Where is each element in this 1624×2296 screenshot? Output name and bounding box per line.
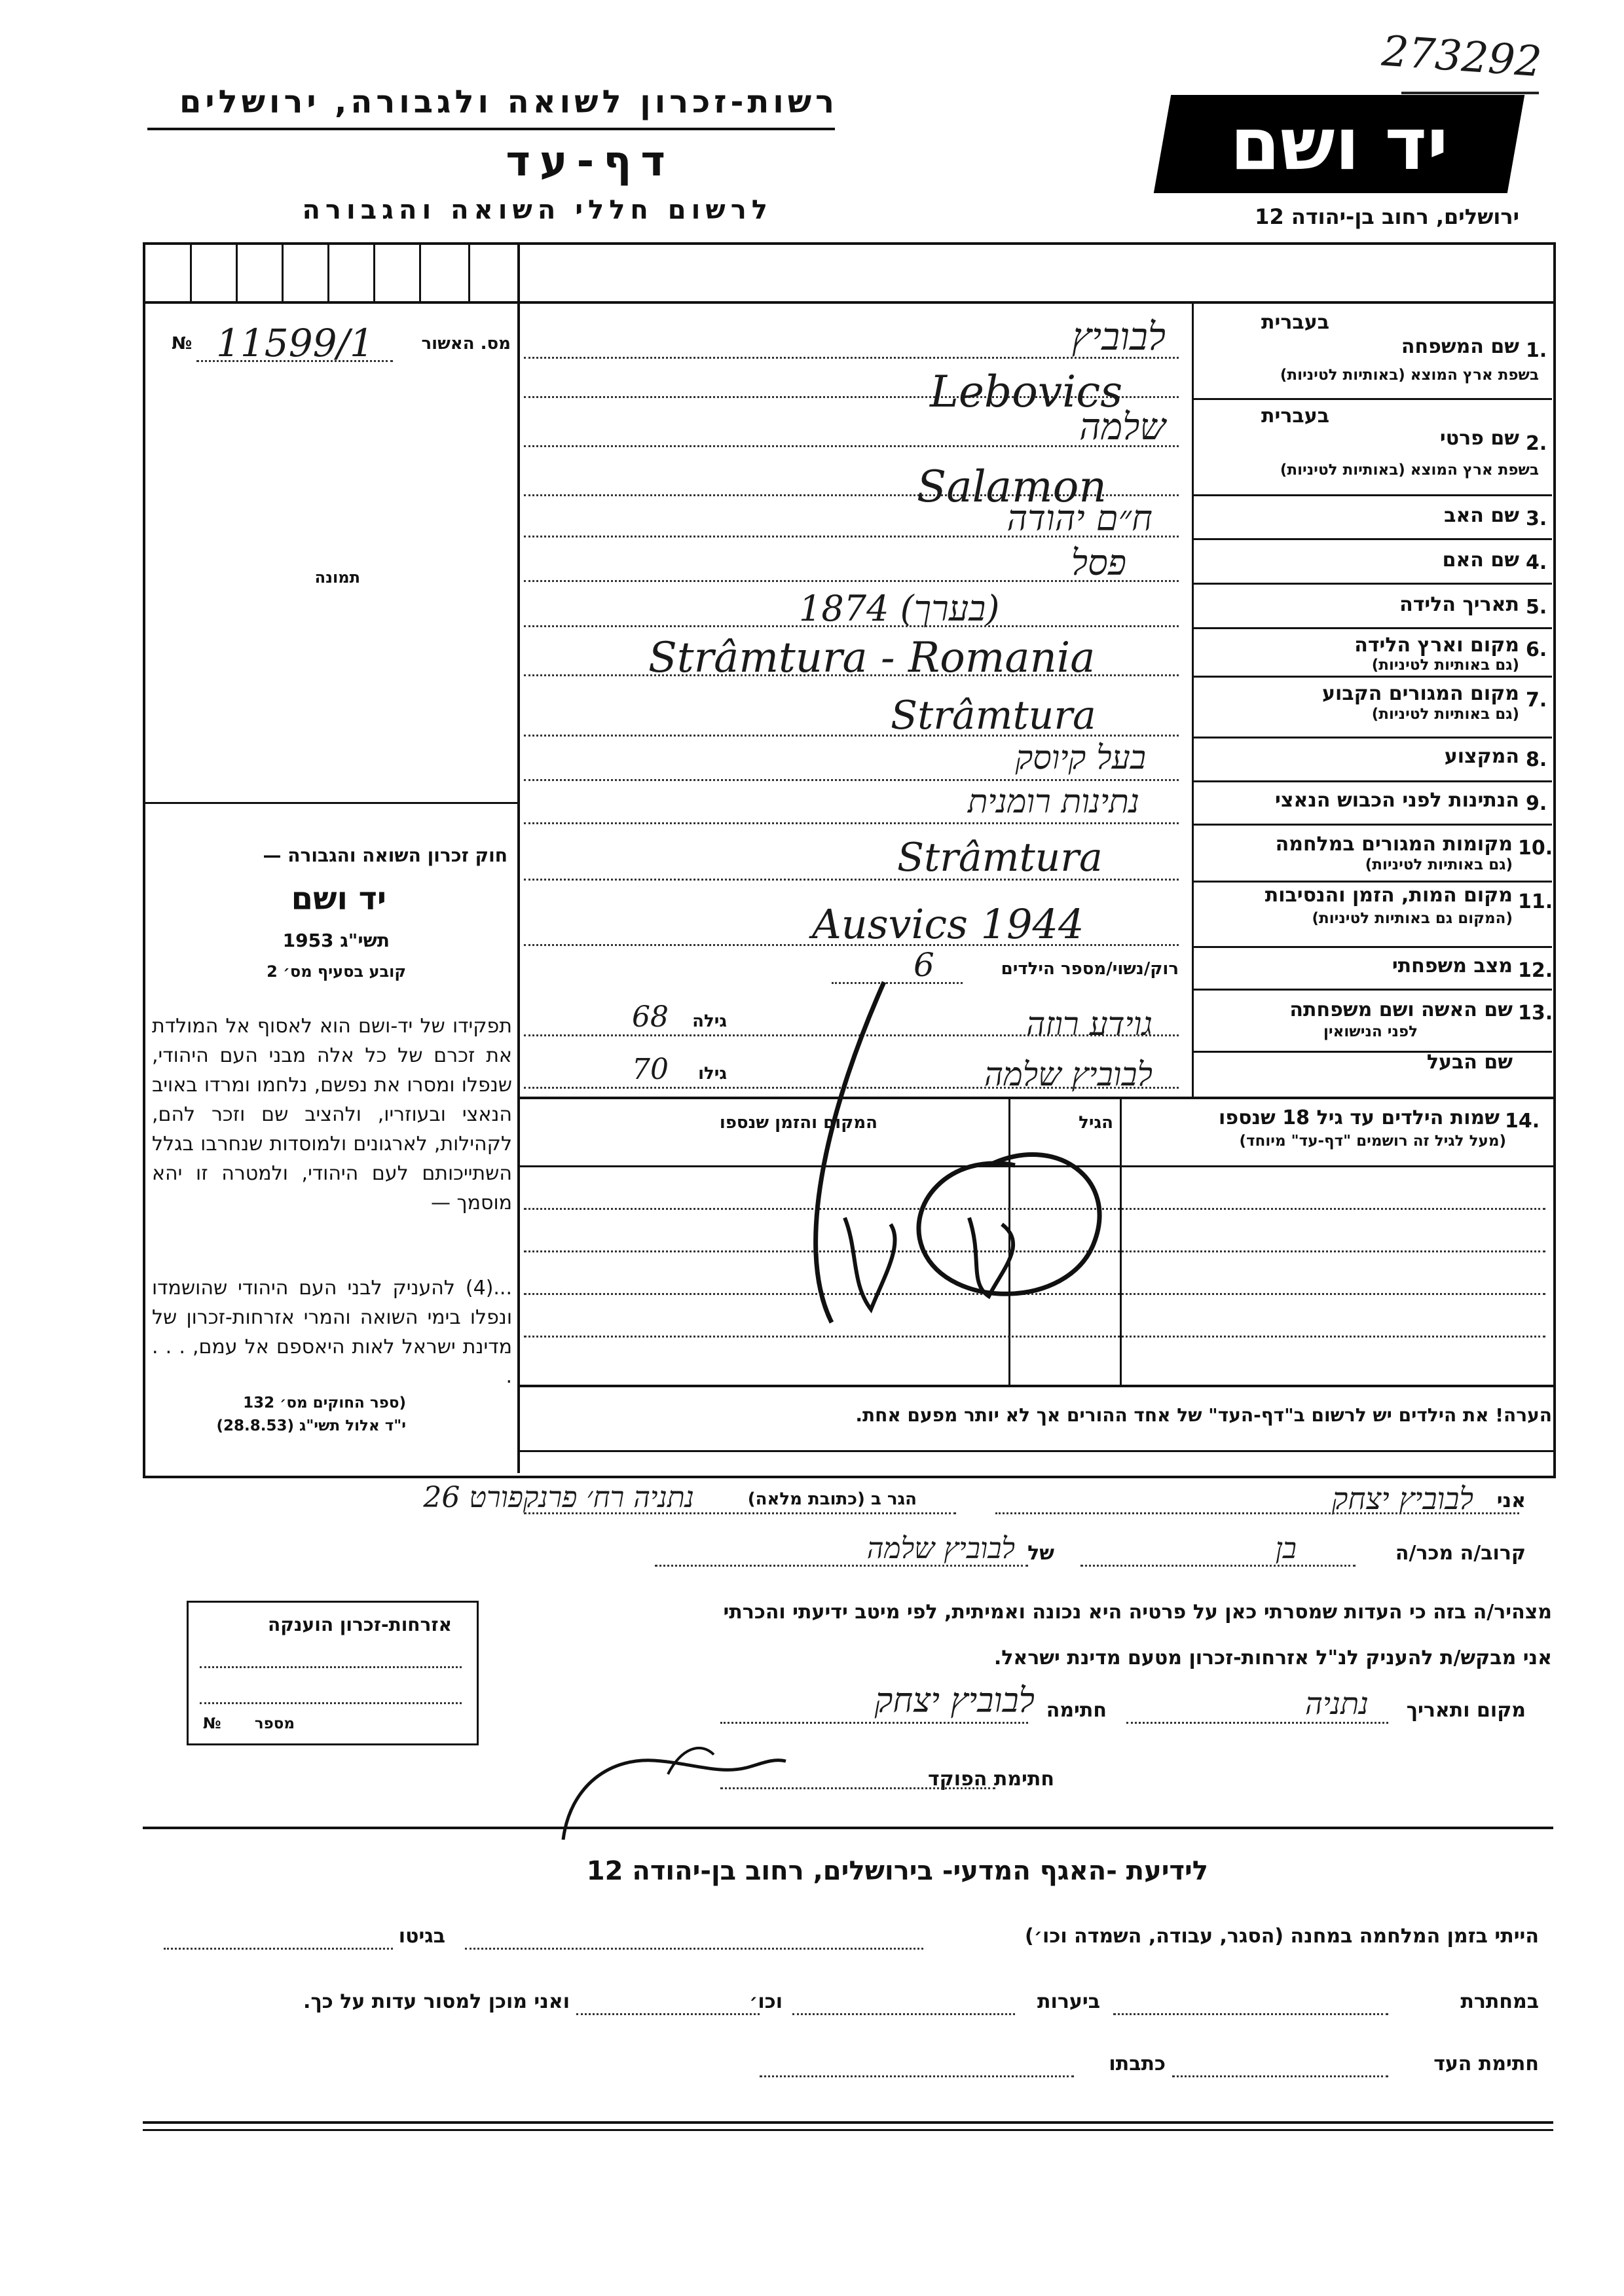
declarant-address: נתניה רח׳ פרנקפורט 26 bbox=[423, 1481, 694, 1514]
citizenship-box-no-label: מספר bbox=[254, 1715, 295, 1732]
citizenship-box-line-1 bbox=[200, 1666, 462, 1668]
field-7-sub: (גם באותיות לטיניות) bbox=[1371, 706, 1519, 723]
field-14-number: 14. bbox=[1505, 1110, 1540, 1133]
children-col-place: המקום והזמן שנספו bbox=[719, 1113, 877, 1133]
top-strip-rule bbox=[143, 301, 1553, 304]
citizenship-box-title: אזרחות-זכרון הוענקה bbox=[268, 1614, 452, 1635]
row-sep-2 bbox=[1192, 494, 1552, 496]
declarant-address-line bbox=[524, 1512, 956, 1514]
field-13-value: גוידע רוזה bbox=[1026, 1005, 1153, 1043]
row-sep-8 bbox=[1192, 780, 1552, 782]
law-heading: חוק זכרון השואה והגבורה — bbox=[263, 845, 507, 866]
field-7-number: 7. bbox=[1526, 689, 1547, 712]
field-8-label: המקצוע bbox=[1444, 745, 1519, 768]
law-year: תשי"ג 1953 bbox=[282, 930, 390, 951]
footer-line3-fill-b bbox=[760, 2075, 1074, 2077]
archive-number-underline bbox=[1401, 92, 1539, 94]
field-7-value: Strâmtura bbox=[891, 693, 1096, 738]
field-6-value: Strâmtura - Romania bbox=[648, 634, 1096, 682]
citizenship-box-no-symbol: № bbox=[203, 1715, 221, 1732]
field-9-value: נתינות רומנית bbox=[967, 782, 1139, 820]
top-box-7 bbox=[468, 242, 470, 302]
label-column-divider bbox=[1192, 302, 1194, 1098]
field-1-number: 1. bbox=[1526, 339, 1547, 362]
declarant-signature: לבוביץ יצחק bbox=[874, 1681, 1035, 1721]
footer-line3-a: חתימת העד bbox=[1433, 2052, 1539, 2075]
left-column-divider bbox=[517, 242, 520, 1473]
archive-number: 273292 bbox=[1380, 27, 1543, 87]
declarant-name-line bbox=[995, 1512, 1519, 1514]
signature-line bbox=[720, 1722, 1028, 1724]
field-1-sub: בשפת ארץ המוצא (באותיות לטיניות) bbox=[1280, 367, 1539, 384]
law-body: תפקידו של יד-ושם הוא לאסוף אל המולדת את זכרם של כל אלה מבני העם היהודי, שנפלו ומסרו את נפשם, נלחמו ומרדו באויב הנאצי ובעוזריו, ולהציב שם וזכר להם, לקהילות, לארגונים ולמוסדות שנחרבו בגלל השתייכותם לעם היהודי, ולמטרה זו יהא מוסמך — bbox=[152, 1015, 512, 1214]
footer-line2-fill-b bbox=[792, 2013, 1015, 2015]
field-5-number: 5. bbox=[1526, 596, 1547, 619]
row-sep-5 bbox=[1192, 627, 1552, 629]
field-1-value-latin: Lebovics bbox=[930, 367, 1123, 417]
field-11-sub: (המקום גם באותיות לטיניות) bbox=[1312, 910, 1513, 927]
field-10-sub: (גם באותיות לטיניות) bbox=[1365, 856, 1513, 873]
top-box-2 bbox=[236, 242, 238, 302]
officer-signature-label: חתימת הפוקד bbox=[928, 1768, 1054, 1791]
field-6-sub: (גם באותיות לטיניות) bbox=[1371, 657, 1519, 674]
footer-bottom-rule-1 bbox=[143, 2121, 1553, 2124]
footer-line3-fill-a bbox=[1172, 2075, 1388, 2077]
footer-line1-fill-a bbox=[465, 1948, 923, 1950]
place-date-line bbox=[1126, 1722, 1388, 1724]
field-5-label: תאריך הלידה bbox=[1399, 593, 1519, 616]
footer-line2-fill-a bbox=[1113, 2013, 1388, 2015]
form-title: דף-עד bbox=[506, 137, 674, 186]
row-sep-6 bbox=[1192, 676, 1552, 678]
field-3-label: שם האב bbox=[1444, 504, 1519, 527]
field-9-number: 9. bbox=[1526, 792, 1547, 815]
footer-line2-fill-c bbox=[576, 2013, 760, 2015]
field-12-status-label: רוק/נשוי/מספר הילדים bbox=[1001, 959, 1179, 979]
field-11-number: 11. bbox=[1518, 890, 1553, 913]
top-box-1 bbox=[190, 242, 192, 302]
approval-number: 11599/1 bbox=[216, 321, 374, 365]
field-11-value: Ausvics 1944 bbox=[812, 900, 1084, 948]
top-box-5 bbox=[373, 242, 375, 302]
approval-no-label: № bbox=[172, 334, 193, 354]
form-subtitle: לרשום חללי השואה והגבורה bbox=[302, 195, 773, 225]
footer-line2-c: וכו׳ bbox=[749, 1990, 783, 2013]
field-11-label: מקום המות, הזמן והנסיבות bbox=[1264, 884, 1513, 907]
header-rule bbox=[147, 128, 835, 130]
top-box-4 bbox=[327, 242, 329, 302]
field-10-number: 10. bbox=[1518, 837, 1553, 860]
top-box-3 bbox=[282, 242, 284, 302]
law-body-clause-4: ...(4) להעניק לבני העם היהודי שהושמדו ונפלו בימי השואה והמרי אזרחות-זכרון של מדינת ישראל לאות היאספם אל עמם, . . . . bbox=[152, 1277, 512, 1388]
signature-label: חתימה bbox=[1046, 1699, 1107, 1722]
field-13-sub: לפני הנישואין bbox=[1323, 1023, 1418, 1040]
footer-line3-b: כתבתו bbox=[1109, 2052, 1166, 2075]
declarant-name: לבוביץ יצחק bbox=[1331, 1481, 1473, 1516]
field-2-label: שם פרטי bbox=[1439, 427, 1519, 450]
field-2-hebrew-tag: בעברית bbox=[1261, 405, 1329, 428]
field-14-label: שמות הילדים עד גיל 18 שנספו bbox=[1219, 1106, 1500, 1129]
field-5-value: 1874 (בערך) bbox=[799, 588, 1000, 629]
approval-dotted-line bbox=[196, 360, 393, 362]
value-line-8 bbox=[524, 779, 1179, 781]
law-top-rule bbox=[143, 802, 520, 804]
footer-bottom-rule-2 bbox=[143, 2129, 1553, 2131]
declarant-relation: בן bbox=[1275, 1532, 1297, 1565]
field-14-sub: (מעל לגיל זה רושמים "דף-עד" מיוחד) bbox=[1239, 1133, 1506, 1150]
field-13-number: 13. bbox=[1518, 1002, 1553, 1025]
law-name: יד ושם bbox=[291, 881, 386, 917]
field-2-number: 2. bbox=[1526, 432, 1547, 455]
declarant-i-label: אני bbox=[1496, 1489, 1526, 1512]
husband-age-label: גילו bbox=[698, 1064, 727, 1084]
field-7-label: מקום המגורים הקבוע bbox=[1322, 682, 1519, 705]
field-2-sub: בשפת ארץ המוצא (באותיות לטיניות) bbox=[1280, 462, 1539, 479]
address: ירושלים, רחוב בן-יהודה 12 bbox=[1255, 204, 1519, 229]
field-6-label: מקום וארץ הלידה bbox=[1354, 634, 1519, 657]
form-note: הערה! את הילדים יש לרשום ב"דף-העד" של אחד ההורים אך לא יותר מפעם אחת. bbox=[855, 1404, 1552, 1426]
field-4-label: שם האם bbox=[1442, 549, 1519, 572]
row-sep-1 bbox=[1192, 398, 1552, 400]
row-sep-7 bbox=[1192, 737, 1552, 738]
photo-label: תמונה bbox=[314, 568, 360, 587]
row-sep-9 bbox=[1192, 824, 1552, 826]
crossed-out-scrawl bbox=[753, 969, 1159, 1349]
logo-text: יד ושם bbox=[1230, 102, 1449, 186]
row-sep-11 bbox=[1192, 946, 1552, 948]
field-13-age-value: 68 bbox=[632, 1000, 669, 1034]
row-sep-4 bbox=[1192, 583, 1552, 585]
field-3-value: ח״ם יהודה bbox=[1006, 498, 1153, 539]
husband-value: לבוביץ שלמה bbox=[984, 1055, 1153, 1093]
footer-line1-a: הייתי בזמן המלחמה במחנה (הסגר, עבודה, השמדה וכו׳) bbox=[1025, 1925, 1539, 1948]
note-bottom-rule bbox=[517, 1450, 1553, 1452]
field-12-number: 12. bbox=[1518, 959, 1553, 982]
request-text: אני מבקש/ת להעניק לנ"ל אזרחות-זכרון מטעם מדינת ישראל. bbox=[993, 1647, 1552, 1669]
law-source: (ספר החוקים מס׳ 132 bbox=[243, 1394, 406, 1412]
field-10-label: מקומות המגורים במלחמה bbox=[1275, 833, 1513, 856]
field-2-value-latin: Salamon bbox=[917, 462, 1107, 512]
value-line-9 bbox=[524, 822, 1179, 824]
row-sep-3 bbox=[1192, 538, 1552, 540]
field-1-value-hebrew: לבוביץ bbox=[1071, 314, 1166, 359]
field-8-value: בעל קיוסק bbox=[1015, 738, 1146, 776]
footer-line1-fill-b bbox=[164, 1948, 393, 1950]
place-date-value: נתניה bbox=[1305, 1686, 1369, 1721]
field-4-number: 4. bbox=[1526, 551, 1547, 574]
declare-text: מצהיר/ה בזה כי העדות שמסרתי כאן על פרטיה היא נכונה ואמיתית, לפי מיטב ידיעתי והכרתי bbox=[723, 1601, 1552, 1624]
yad-vashem-logo bbox=[1154, 95, 1524, 193]
declarant-resides-label: הגר ב (כתובת מלאה) bbox=[747, 1489, 917, 1509]
field-13-age-label: גילה bbox=[692, 1011, 727, 1031]
husband-label: שם הבעל bbox=[1426, 1051, 1513, 1074]
field-3-number: 3. bbox=[1526, 507, 1547, 530]
row-sep-12 bbox=[1192, 989, 1552, 991]
footer-top-rule bbox=[143, 1827, 1553, 1829]
declarant-of-name: לבוביץ שלמה bbox=[866, 1532, 1015, 1565]
law-clause: קובע בסעיף מס׳ 2 bbox=[267, 962, 406, 981]
law-source-date: י"ד אלול תשי"ג (28.8.53) bbox=[216, 1417, 406, 1434]
field-4-value: פסל bbox=[1071, 542, 1126, 583]
authority-name: רשות-זכרון לשואה ולגבורה, ירושלים bbox=[179, 84, 838, 120]
footer-line1-b: בגיטו bbox=[398, 1925, 445, 1948]
declarant-of-label: של bbox=[1027, 1542, 1054, 1565]
declarant-of-name-line bbox=[655, 1565, 1028, 1567]
footer-line2-b: ביערות bbox=[1037, 1990, 1100, 2013]
top-box-6 bbox=[419, 242, 421, 302]
declarant-relation-line bbox=[1080, 1565, 1356, 1567]
field-13-label: שם האשה ושם משפחתה bbox=[1289, 998, 1513, 1021]
field-12-value: 6 bbox=[913, 946, 934, 984]
field-12-label: מצב משפחתי bbox=[1392, 955, 1513, 977]
footer-line2-a: במחתרת bbox=[1460, 1990, 1539, 2013]
field-6-number: 6. bbox=[1526, 638, 1547, 661]
children-bottom-rule bbox=[517, 1385, 1553, 1387]
field-8-number: 8. bbox=[1526, 748, 1547, 771]
field-1-label: שם המשפחה bbox=[1401, 335, 1519, 358]
field-9-label: הנתינות לפני הכבוש הנאצי bbox=[1275, 789, 1519, 812]
citizenship-box-line-2 bbox=[200, 1702, 462, 1704]
husband-age-value: 70 bbox=[632, 1053, 669, 1086]
row-sep-10 bbox=[1192, 881, 1552, 883]
declarant-relative-label: קרוב/ה מכר/ה bbox=[1395, 1542, 1526, 1565]
footer-line2-d: ואני מוכן למסור עדות על כך. bbox=[303, 1990, 570, 2013]
footer-title: לידיעת -האגף המדעי- בירושלים, רחוב בן-יהודה 12 bbox=[586, 1856, 1208, 1886]
field-1-hebrew-tag: בעברית bbox=[1261, 311, 1329, 334]
approval-label: מס. האשור bbox=[421, 334, 511, 354]
field-10-value: Strâmtura bbox=[897, 835, 1103, 881]
field-2-value-hebrew: שלמה bbox=[1079, 406, 1166, 448]
children-col-age: הגיל bbox=[1079, 1113, 1113, 1133]
place-date-label: מקום ותאריך bbox=[1406, 1699, 1526, 1722]
